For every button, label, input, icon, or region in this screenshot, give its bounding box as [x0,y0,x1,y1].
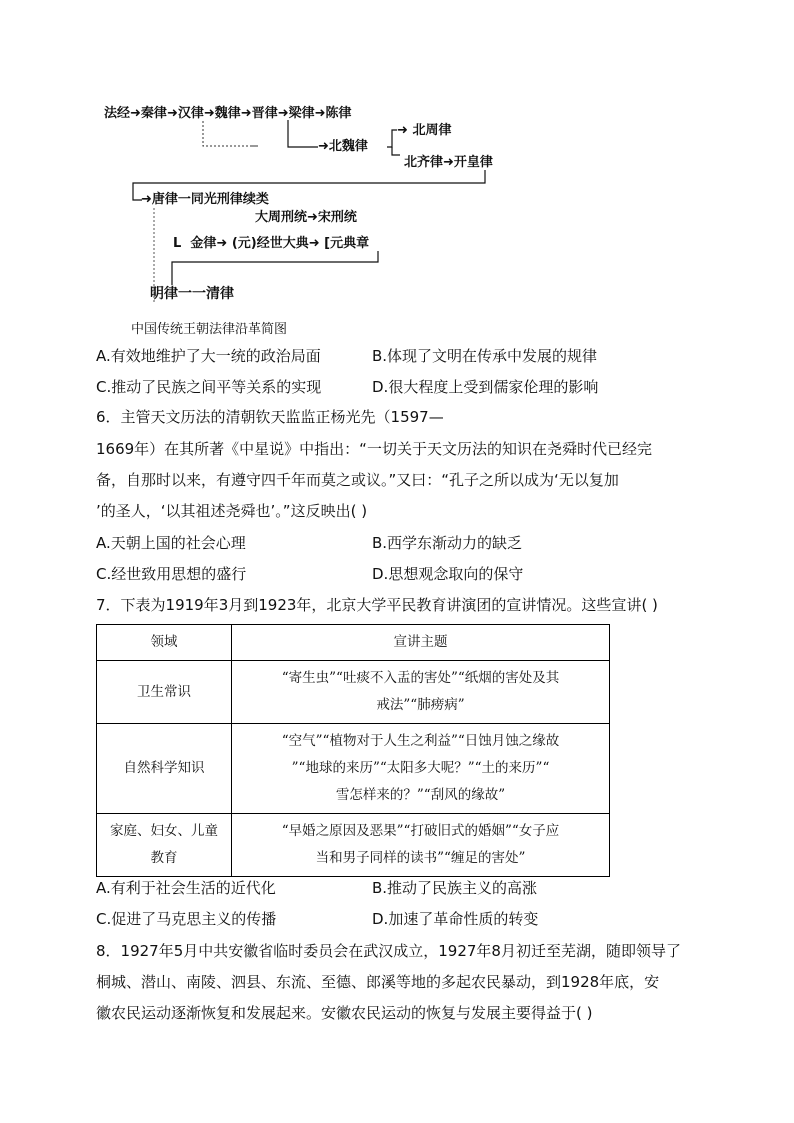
law-qinlv: 秦律 [140,106,167,121]
arrow-icon: ➜ [277,106,289,121]
law-jinlv: 晋律 [251,106,278,121]
q7-option-a[interactable]: A.有利于社会生活的近代化 [96,879,276,897]
law-jingshidadian: (元)经世大典 [231,236,309,251]
diagram-row-1 [104,106,352,122]
q7-option-d[interactable]: D.加速了革命性质的转变 [372,910,539,928]
law-beiqilv: 北齐律 [404,155,444,170]
arrow-icon: ➜ [307,210,318,225]
q7-option-c[interactable]: C.促进了马克思主义的传播 [96,910,277,928]
q8-stem-line-1: 8．1927年5月中共安徽省临时委员会在武汉成立，1927年8月初迁至芜湖，随即领导了 [96,942,681,960]
q7-option-b[interactable]: B.推动了民族主义的高涨 [372,879,538,897]
diagram-beiwei [318,139,368,155]
arrow-icon: ➜ [443,155,454,170]
law-hanlv: 汉律 [177,106,204,121]
q6-stem-line-2: 1669年）在其所著《中星说》中指出：“一切关于天文历法的知识在尧舜时代已经完 [96,440,652,458]
table-header-field: 领域 [97,625,232,661]
diagram-beiqi [404,155,493,171]
law-yuandianzhang: [元典章 [324,236,370,251]
table-header-topics: 宣讲主题 [232,625,610,661]
field-line: 家庭、妇女、儿童 [110,823,218,839]
q6-option-d[interactable]: D.思想观念取向的保守 [372,565,524,583]
arrow-icon: ➜ [141,192,152,207]
q6-stem-line-3: 备，自那时以来，有遵守四千年而莫之或议。”又曰：“孔子之所以成为‘无以复加 [96,471,619,489]
q6-option-b[interactable]: B.西学东渐动力的缺乏 [372,534,523,552]
law-lianglv: 梁律 [288,106,315,121]
table-cell-field: 卫生常识 [97,661,232,724]
diagram-dazhou [255,210,357,226]
law-weilv: 魏律 [214,106,241,121]
table-cell-field [97,814,232,877]
q5-option-a[interactable]: A.有效地维护了大一统的政治局面 [96,347,321,365]
table-header-row [97,625,610,661]
topic-line: “寄生虫”“吐痰不入盂的害处”“纸烟的害处及其 [281,670,560,686]
table-row [97,724,610,814]
law-beizhoulv: 北周律 [412,123,452,138]
law-dazhou: 大周刑统 [255,210,308,225]
topic-line: “早婚之原因及恶果”“打破旧式的婚姻”“女子应 [281,823,560,839]
diagram-ming [150,286,234,302]
topic-line: 戒法”“肺痨病” [376,697,465,713]
q6-stem-line-1: 6．主管天文历法的清朝钦天监监正杨光先（1597— [96,408,444,426]
arrow-icon: ➜ [166,106,178,121]
diagram-beizhou [397,123,451,139]
arrow-icon: ➜ [130,106,141,121]
q5-option-d[interactable]: D.很大程度上受到儒家伦理的影响 [372,378,599,396]
field-line: 教育 [150,850,178,866]
diagram-caption: 中国传统王朝法律沿革简图 [131,322,288,337]
law-fajing: 法经 [104,106,131,121]
table-cell-topics [232,661,610,724]
law-jinlv-jin: 金律 [190,236,217,251]
arrow-icon: ➜ [314,106,326,121]
arrow-icon: ➜ [397,123,408,138]
q7-table [96,624,610,877]
table-cell-topics [232,814,610,877]
topic-line: ”“地球的来历”“太阳多大呢？”“土的来历”“ [291,760,550,776]
diagram-tang [141,192,269,208]
table-cell-topics [232,724,610,814]
law-chenlv: 陈律 [325,106,352,121]
topic-line: 雪怎样来的？”“刮风的缘故” [335,787,506,803]
arrow-icon: ➜ [203,106,215,121]
arrow-icon: ➜ [308,236,320,251]
law-songxingtong: 宋刑统 [317,210,357,225]
table-row [97,661,610,724]
diagram-connector-lines [0,0,794,320]
law-beiweilv: 北魏律 [328,139,368,154]
table-cell-field: 自然科学知识 [97,724,232,814]
q8-stem-line-2: 桐城、潜山、南陵、泗县、东流、至德、郎溪等地的多起农民暴动，到1928年底，安 [96,973,660,991]
branch-mark: L [173,236,182,251]
q6-stem-line-4: ’的圣人，‘以其祖述尧舜也’。”这反映出( ) [96,502,368,520]
topic-line: “空气”“植物对于人生之利益”“日蚀月蚀之缘故 [281,733,560,749]
arrow-icon: ➜ [240,106,252,121]
q5-option-c[interactable]: C.推动了民族之间平等关系的实现 [96,378,322,396]
q6-option-a[interactable]: A.天朝上国的社会心理 [96,534,246,552]
law-tanglv: 唐律一同光刑律续类 [151,192,269,207]
arrow-icon: ➜ [216,236,228,251]
q6-option-c[interactable]: C.经世致用思想的盛行 [96,565,247,583]
q7-stem: 7．下表为1919年3月到1923年，北京大学平民教育讲演团的宣讲情况。这些宣讲( ) [96,596,658,614]
arrow-icon: ➜ [318,139,329,154]
law-kaihuanglv: 开皇律 [453,155,493,170]
q8-stem-line-3: 徽农民运动逐渐恢复和发展起来。安徽农民运动的恢复与发展主要得益于( ) [96,1004,593,1022]
diagram-jin [173,236,369,252]
table-row [97,814,610,877]
topic-line: 当和男子同样的读书”“缠足的害处” [315,850,526,866]
q5-option-b[interactable]: B.体现了文明在传承中发展的规律 [372,347,598,365]
law-minglv: 明律一一清律 [150,286,234,302]
